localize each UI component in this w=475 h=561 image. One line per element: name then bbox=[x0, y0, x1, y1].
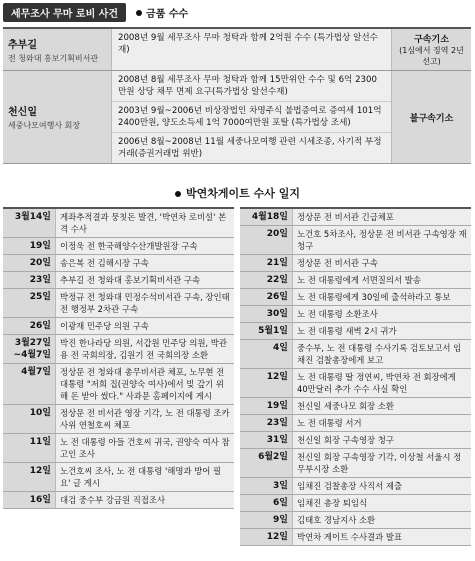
event-date: 3일 bbox=[240, 478, 292, 494]
event-date: 10일 bbox=[3, 405, 55, 433]
event-text: 노 전 대통령 새벽 2시 귀가 bbox=[292, 323, 471, 339]
timeline-right-column bbox=[240, 207, 471, 546]
event-text: 노 전 대통령 딸 정연씨, 박연차 전 회장에게 40만달러 추가 수수 사실 확인 bbox=[292, 369, 471, 397]
event-date: 12일 bbox=[240, 529, 292, 545]
event-text: 이광재 민주당 의원 구속 bbox=[55, 318, 234, 334]
timeline-event bbox=[3, 492, 234, 509]
subtitle-text: 금품 수수 bbox=[146, 9, 189, 20]
timeline-event bbox=[3, 209, 234, 238]
bullet-icon bbox=[175, 191, 181, 197]
event-date: 6일 bbox=[240, 495, 292, 511]
timeline-event bbox=[3, 405, 234, 434]
event-date: 19일 bbox=[240, 398, 292, 414]
person-name: 천신일 bbox=[8, 107, 37, 118]
event-text: 노 전 대통령에게 서면질의서 발송 bbox=[292, 272, 471, 288]
timeline-event bbox=[240, 495, 471, 512]
event-text: 정상문 전 비서관 구속 bbox=[292, 255, 471, 271]
timeline-title-text: 박연차게이트 수사 일지 bbox=[186, 187, 300, 200]
timeline-event bbox=[240, 398, 471, 415]
timeline-left-column bbox=[3, 207, 234, 509]
timeline-event bbox=[240, 340, 471, 369]
person-name: 추부길 bbox=[8, 39, 37, 51]
event-date: 11일 bbox=[3, 434, 55, 462]
event-text: 박정규 전 청와대 민정수석비서관 구속, 장인태 전 행정부 2차관 구속 bbox=[55, 289, 234, 317]
event-date: 16일 bbox=[3, 492, 55, 508]
timeline-event bbox=[240, 209, 471, 226]
event-date: 26일 bbox=[3, 318, 55, 334]
event-date: 23일 bbox=[3, 272, 55, 288]
timeline-event bbox=[3, 318, 234, 335]
event-text: 대검 중수부 강금원 직접조사 bbox=[55, 492, 234, 508]
event-date: 3월27일 ~4월7일 bbox=[3, 335, 55, 363]
person-cell bbox=[3, 71, 111, 163]
event-date: 20일 bbox=[3, 255, 55, 271]
page-header bbox=[3, 4, 188, 21]
event-text: 노건호 5차조사, 정상문 전 비서관 구속영장 재청구 bbox=[292, 226, 471, 254]
timeline-event bbox=[3, 272, 234, 289]
event-date: 30일 bbox=[240, 306, 292, 322]
event-date: 5월1일 bbox=[240, 323, 292, 339]
timeline-event bbox=[240, 323, 471, 340]
event-date: 31일 bbox=[240, 432, 292, 448]
event-text: 박연차 게이트 수사결과 발표 bbox=[292, 529, 471, 545]
event-date: 12일 bbox=[3, 463, 55, 491]
event-text: 노 전 대통령에게 30일에 출석하라고 통보 bbox=[292, 289, 471, 305]
status-text: 구속기소 bbox=[414, 35, 449, 45]
event-text: 천신일 회장 구속영장 청구 bbox=[292, 432, 471, 448]
bullet-icon bbox=[136, 10, 142, 16]
event-text: 천신일 세중나모 회장 소환 bbox=[292, 398, 471, 414]
timeline-event bbox=[240, 306, 471, 323]
person-role: 세중나모여행사 회장 bbox=[8, 121, 81, 130]
charge-text: 2008년 9월 세무조사 무마 청탁과 함께 2억원 수수 (특가법상 알선수재) bbox=[118, 33, 378, 55]
event-text: 정상문 전 비서관 영장 기각, 노 전 대통령 조카사위 연철호씨 체포 bbox=[55, 405, 234, 433]
timeline-title bbox=[0, 185, 475, 201]
charge-text: 2008년 8월 세무조사 무마 청탁과 함께 15만위안 수수 및 6억 2300만원 상당 채무 면제 요구(특가법상 알선수재) bbox=[112, 71, 391, 102]
event-date: 26일 bbox=[240, 289, 292, 305]
event-date: 4일 bbox=[240, 340, 292, 368]
timeline-event bbox=[3, 255, 234, 272]
event-date: 19일 bbox=[3, 238, 55, 254]
charges-cell bbox=[111, 71, 391, 163]
timeline-event bbox=[240, 415, 471, 432]
event-date: 3월14일 bbox=[3, 209, 55, 237]
timeline-event bbox=[240, 369, 471, 398]
timeline-event bbox=[240, 432, 471, 449]
event-date: 25일 bbox=[3, 289, 55, 317]
event-text: 추부길 전 청와대 홍보기획비서관 구속 bbox=[55, 272, 234, 288]
event-date: 4월7일 bbox=[3, 364, 55, 404]
timeline-event bbox=[3, 434, 234, 463]
event-date: 6월2일 bbox=[240, 449, 292, 477]
timeline-event bbox=[3, 364, 234, 405]
event-text: 송은복 전 김해시장 구속 bbox=[55, 255, 234, 271]
person-role: 전 청와대 홍보기획비서관 bbox=[8, 53, 99, 63]
status-cell bbox=[391, 71, 471, 163]
event-text: 노건호씨 조사, 노 전 대통령 '해명과 방어 필요' 글 게시 bbox=[55, 463, 234, 491]
timeline-event bbox=[240, 289, 471, 306]
status-text: 불구속기소 bbox=[409, 113, 454, 124]
status-note: (1심에서 징역 2년 선고) bbox=[399, 46, 464, 66]
section-tag: 세무조사 무마 로비 사건 bbox=[3, 3, 126, 22]
timeline-event bbox=[240, 449, 471, 478]
event-text: 중수부, 노 전 대통령 수사기록 검토보고서 임채진 검찰총장에게 보고 bbox=[292, 340, 471, 368]
event-date: 21일 bbox=[240, 255, 292, 271]
event-text: 임채진 검찰총장 사직서 제출 bbox=[292, 478, 471, 494]
event-text: 노 전 대통령 아들 건호씨 귀국, 권양숙 여사 참고인 조사 bbox=[55, 434, 234, 462]
charge-text: 2006년 8월~2008년 11월 세중나모여행 관련 시세조종, 사기적 부정거래(증권거래법 위반) bbox=[118, 137, 382, 159]
event-date: 22일 bbox=[240, 272, 292, 288]
event-text: 김태호 경남지사 소환 bbox=[292, 512, 471, 528]
event-date: 20일 bbox=[240, 226, 292, 254]
event-text: 노 전 대통령 서거 bbox=[292, 415, 471, 431]
timeline-event bbox=[240, 226, 471, 255]
event-date: 9일 bbox=[240, 512, 292, 528]
event-text: 천신일 회장 구속영장 기각, 이상철 서울시 정무부시장 소환 bbox=[292, 449, 471, 477]
event-text: 정상문 전 비서관 긴급체포 bbox=[292, 209, 471, 225]
person-cell bbox=[3, 29, 111, 70]
bribery-case-table bbox=[3, 27, 471, 164]
charges-cell bbox=[111, 29, 391, 70]
timeline-event bbox=[3, 335, 234, 364]
event-text: 게좌추적결과 뭉칫돈 발견, '박연차 로비설' 본격 수사 bbox=[55, 209, 234, 237]
timeline-event bbox=[240, 478, 471, 495]
timeline-event bbox=[3, 463, 234, 492]
timeline-event bbox=[240, 529, 471, 546]
event-text: 임채진 총장 퇴임식 bbox=[292, 495, 471, 511]
event-date: 4월18일 bbox=[240, 209, 292, 225]
case-row-choo bbox=[3, 29, 471, 71]
event-text: 이정욱 전 한국해양수산개발원장 구속 bbox=[55, 238, 234, 254]
timeline-event bbox=[3, 238, 234, 255]
timeline-event bbox=[240, 512, 471, 529]
timeline-event bbox=[240, 255, 471, 272]
event-text: 박진 한나라당 의원, 서갑원 민주당 의원, 박관용 전 국회의장, 김원기 전 국회의장 소환 bbox=[55, 335, 234, 363]
event-text: 정상문 전 청와대 총무비서관 체포, 노무현 전 대통령 "저희 집(권양숙 여사)에서 빚 갚기 위해 돈 받아 썼다." 사과문 홈페이지에 게시 bbox=[55, 364, 234, 404]
section-subtitle bbox=[136, 5, 188, 20]
status-cell bbox=[391, 29, 471, 70]
event-date: 23일 bbox=[240, 415, 292, 431]
event-text: 노 전 대통령 소환조사 bbox=[292, 306, 471, 322]
charge-text: 2003년 9월~2006년 비상장법인 차명주식 불법증여로 증여세 101억 2400만원, 양도소득세 1억 7000여만원 포탈 (특가법상 조세) bbox=[112, 102, 391, 133]
event-date: 12일 bbox=[240, 369, 292, 397]
timeline-event bbox=[240, 272, 471, 289]
timeline-event bbox=[3, 289, 234, 318]
case-row-chun bbox=[3, 71, 471, 164]
